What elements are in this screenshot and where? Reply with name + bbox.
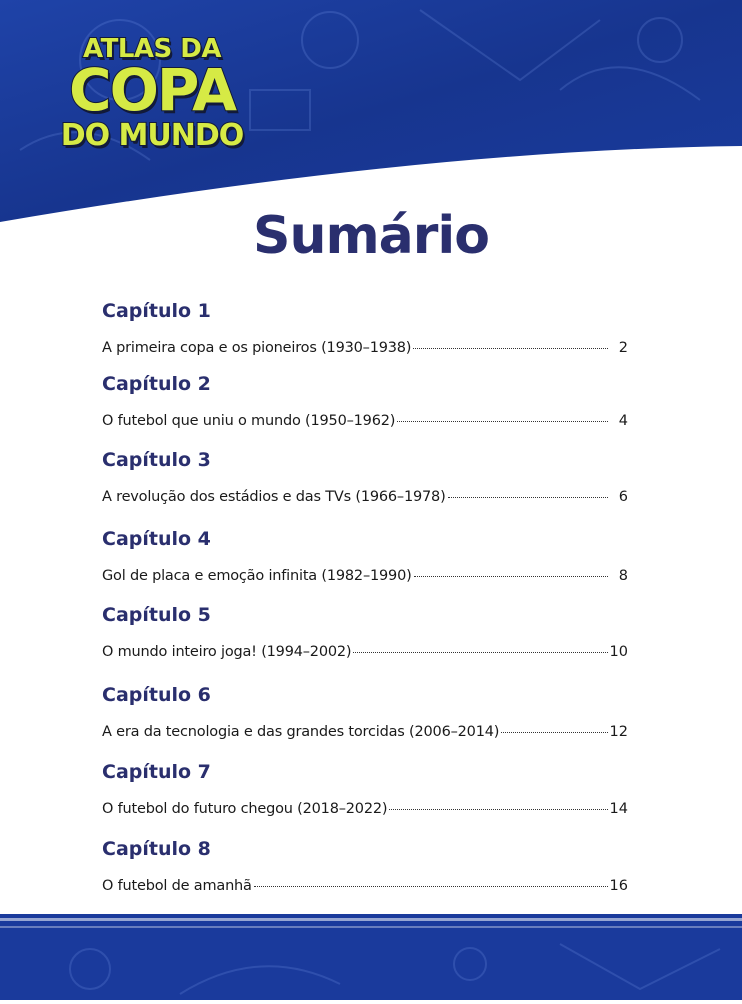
dot-leader	[353, 652, 607, 653]
chapter-label: Capítulo 1	[102, 300, 211, 322]
chapter-label: Capítulo 3	[102, 449, 211, 471]
chapter-8	[102, 838, 628, 918]
chapter-label: Capítulo 8	[102, 838, 211, 860]
dot-leader	[397, 421, 608, 422]
dot-leader	[413, 348, 608, 349]
dot-leader	[414, 576, 608, 577]
logo-line-2: COPA	[69, 56, 235, 124]
chapter-5	[102, 604, 628, 684]
toc-entry[interactable]	[102, 878, 628, 894]
page-number: 6	[618, 489, 628, 505]
toc-entry[interactable]	[102, 413, 628, 429]
chapter-1	[102, 300, 628, 380]
chapter-label: Capítulo 4	[102, 528, 211, 550]
chapter-2	[102, 373, 628, 453]
entry-title: Gol de placa e emoção infinita (1982–1990)	[102, 568, 412, 584]
page-number: 4	[618, 413, 628, 429]
toc-entry[interactable]	[102, 801, 628, 817]
page-number: 8	[618, 568, 628, 584]
entry-title: A primeira copa e os pioneiros (1930–1938)	[102, 340, 412, 356]
atlas-logo	[52, 34, 252, 159]
footer-background	[0, 914, 742, 1000]
page-number: 2	[618, 340, 628, 356]
footer-banner	[0, 914, 742, 1000]
chapter-label: Capítulo 2	[102, 373, 211, 395]
entry-title: A revolução dos estádios e das TVs (1966–1978)	[102, 489, 446, 505]
entry-title: O futebol de amanhã	[102, 878, 252, 894]
chapter-7	[102, 761, 628, 841]
dot-leader	[254, 886, 608, 887]
chapter-3	[102, 449, 628, 529]
dot-leader	[448, 497, 608, 498]
entry-title: O mundo inteiro joga! (1994–2002)	[102, 644, 352, 660]
entry-title: O futebol que uniu o mundo (1950–1962)	[102, 413, 396, 429]
page-number: 10	[609, 644, 628, 660]
dot-leader	[501, 732, 607, 733]
entry-title: A era da tecnologia e das grandes torcidas (2006–2014)	[102, 724, 500, 740]
page-number: 12	[609, 724, 628, 740]
toc-entry[interactable]	[102, 724, 628, 740]
chapter-label: Capítulo 5	[102, 604, 211, 626]
entry-title: O futebol do futuro chegou (2018–2022)	[102, 801, 388, 817]
chapter-label: Capítulo 6	[102, 684, 211, 706]
toc-entry[interactable]	[102, 568, 628, 584]
logo-line-1: ATLAS DA	[82, 34, 221, 64]
page-number: 16	[609, 878, 628, 894]
toc-entry[interactable]	[102, 644, 628, 660]
chapter-4	[102, 528, 628, 608]
chapter-6	[102, 684, 628, 764]
dot-leader	[389, 809, 607, 810]
page-title: Sumário	[253, 206, 489, 266]
chapter-label: Capítulo 7	[102, 761, 211, 783]
logo-line-3: DO MUNDO	[60, 118, 244, 153]
page-number: 14	[609, 801, 628, 817]
toc-entry[interactable]	[102, 340, 628, 356]
toc-entry[interactable]	[102, 489, 628, 505]
